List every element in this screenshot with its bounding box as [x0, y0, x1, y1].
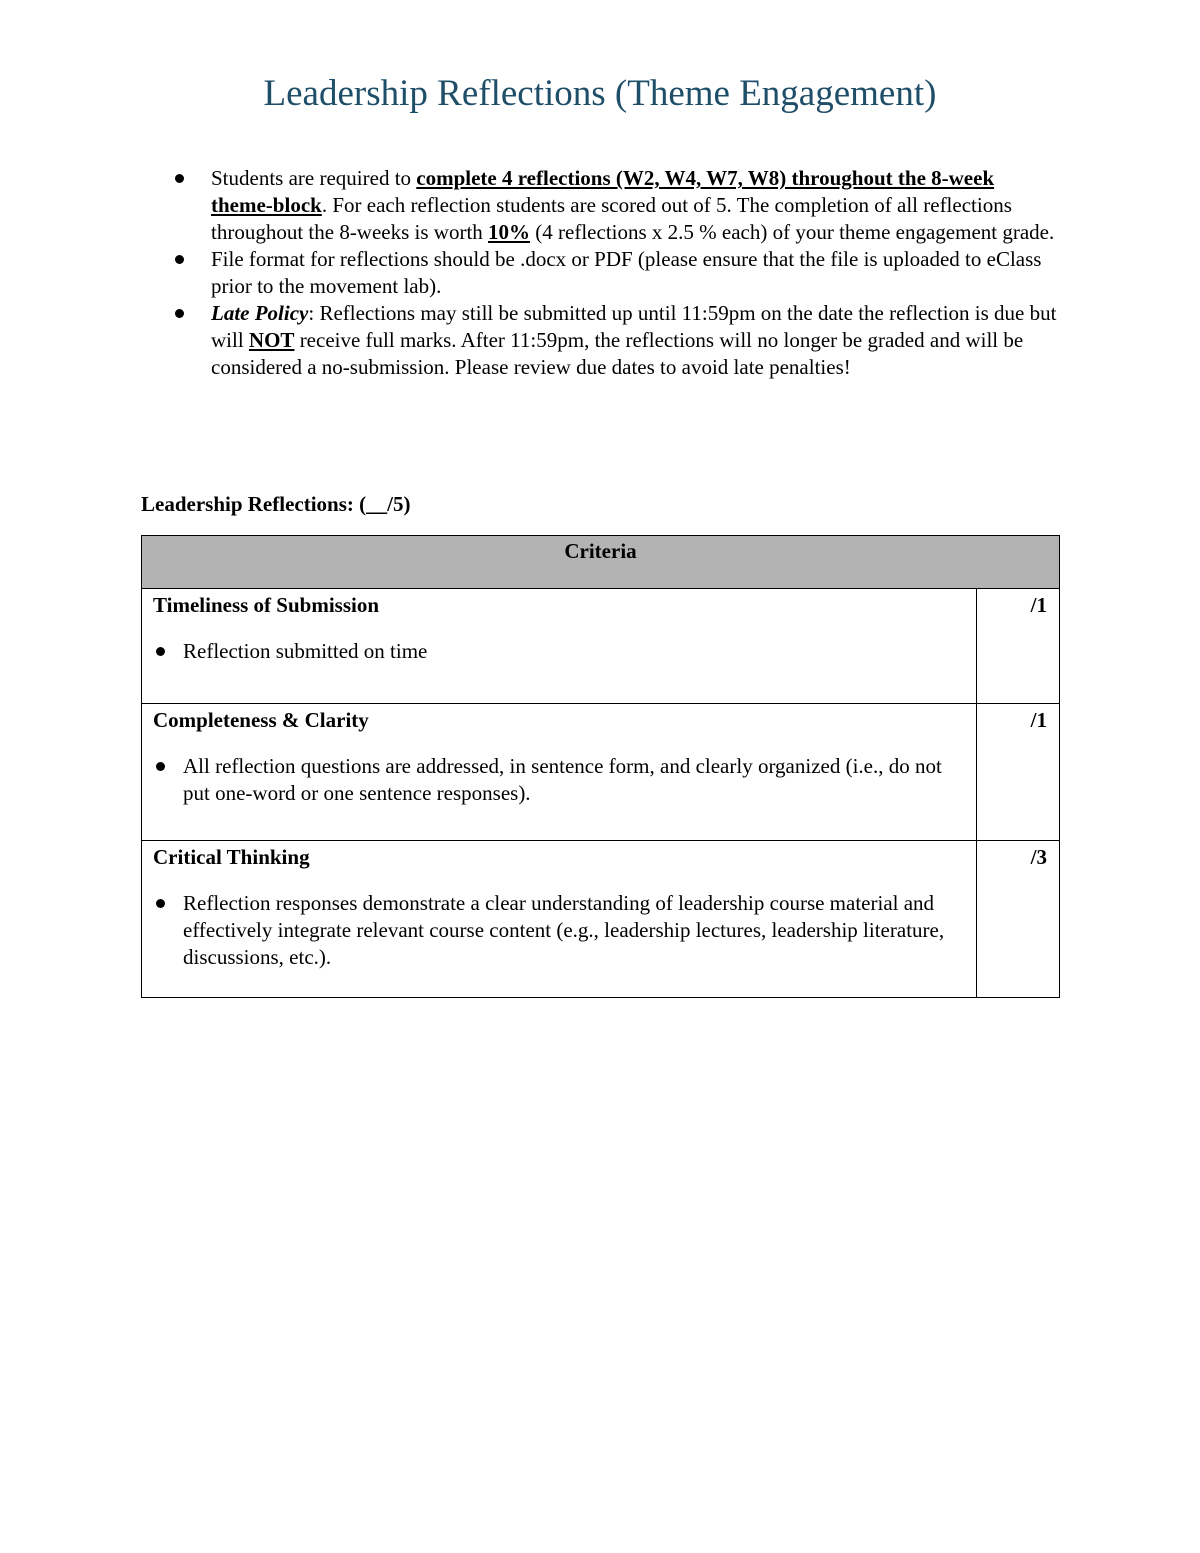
intro-item-late-policy — [211, 300, 1061, 381]
criterion-cell — [142, 841, 977, 998]
criterion-cell — [142, 589, 977, 704]
table-row — [142, 589, 1060, 704]
score-cell: /1 — [977, 704, 1060, 841]
intro-not-emphasis: NOT — [248, 328, 295, 352]
page-title: Leadership Reflections (Theme Engagement) — [263, 73, 937, 114]
criterion-title: Completeness & Clarity — [153, 708, 369, 732]
list-item — [183, 753, 966, 807]
score-cell: /3 — [977, 841, 1060, 998]
intro-text: receive full marks. After 11:59pm, the reflections will no longer be graded and will be considered a no-submission. Please review due dates to avoid late penalties! — [211, 328, 1024, 379]
list-item — [183, 890, 966, 971]
list-item — [183, 638, 966, 665]
criterion-list — [153, 753, 966, 807]
intro-item-file-format — [211, 246, 1061, 300]
bullet-icon — [156, 647, 165, 656]
criterion-list — [153, 638, 966, 665]
criterion-list — [153, 890, 966, 971]
criteria-header: Criteria — [142, 536, 1060, 589]
rubric-heading: Leadership Reflections: (__/5) — [141, 492, 411, 516]
criterion-text: All reflection questions are addressed, in sentence form, and clearly organized (i.e., do not put one-word or one sentence responses). — [183, 754, 942, 805]
bullet-icon — [175, 309, 184, 318]
bullet-icon — [175, 255, 184, 264]
criterion-title: Timeliness of Submission — [153, 593, 380, 617]
table-row — [142, 841, 1060, 998]
intro-list — [211, 165, 1061, 381]
intro-percentage: 10% — [488, 220, 531, 244]
table-row — [142, 704, 1060, 841]
intro-text: . For each reflection students are scored out of 5. The completion of all reflections throughout the 8-weeks is worth — [211, 193, 1012, 244]
bullet-icon — [175, 174, 184, 183]
intro-text: : Reflections may still be submitted up until 11:59pm on the date the reflection is due but will — [211, 301, 1057, 352]
score-cell: /1 — [977, 589, 1060, 704]
intro-emphasis: complete 4 reflections (W2, W4, W7, W8) throughout the 8-week theme-block — [211, 166, 995, 217]
intro-text: (4 reflections x 2.5 % each) of your theme engagement grade. — [530, 220, 1055, 244]
rubric-header-row — [142, 536, 1060, 589]
late-policy-label: Late Policy — [211, 301, 309, 325]
rubric-table — [141, 535, 1060, 998]
intro-text: File format for reflections should be .docx or PDF (please ensure that the file is uploaded to eClass prior to the movement lab). — [211, 247, 1042, 298]
intro-item-requirements — [211, 165, 1061, 246]
bullet-icon — [156, 899, 165, 908]
criterion-text: Reflection submitted on time — [183, 639, 428, 663]
criterion-text: Reflection responses demonstrate a clear understanding of leadership course material and effectively integrate relevant course content (e.g., leadership lectures, leadership literature, discussions, etc.). — [183, 891, 945, 969]
criterion-cell — [142, 704, 977, 841]
criterion-title: Critical Thinking — [153, 845, 310, 869]
bullet-icon — [156, 762, 165, 771]
intro-text: Students are required to — [211, 166, 417, 190]
